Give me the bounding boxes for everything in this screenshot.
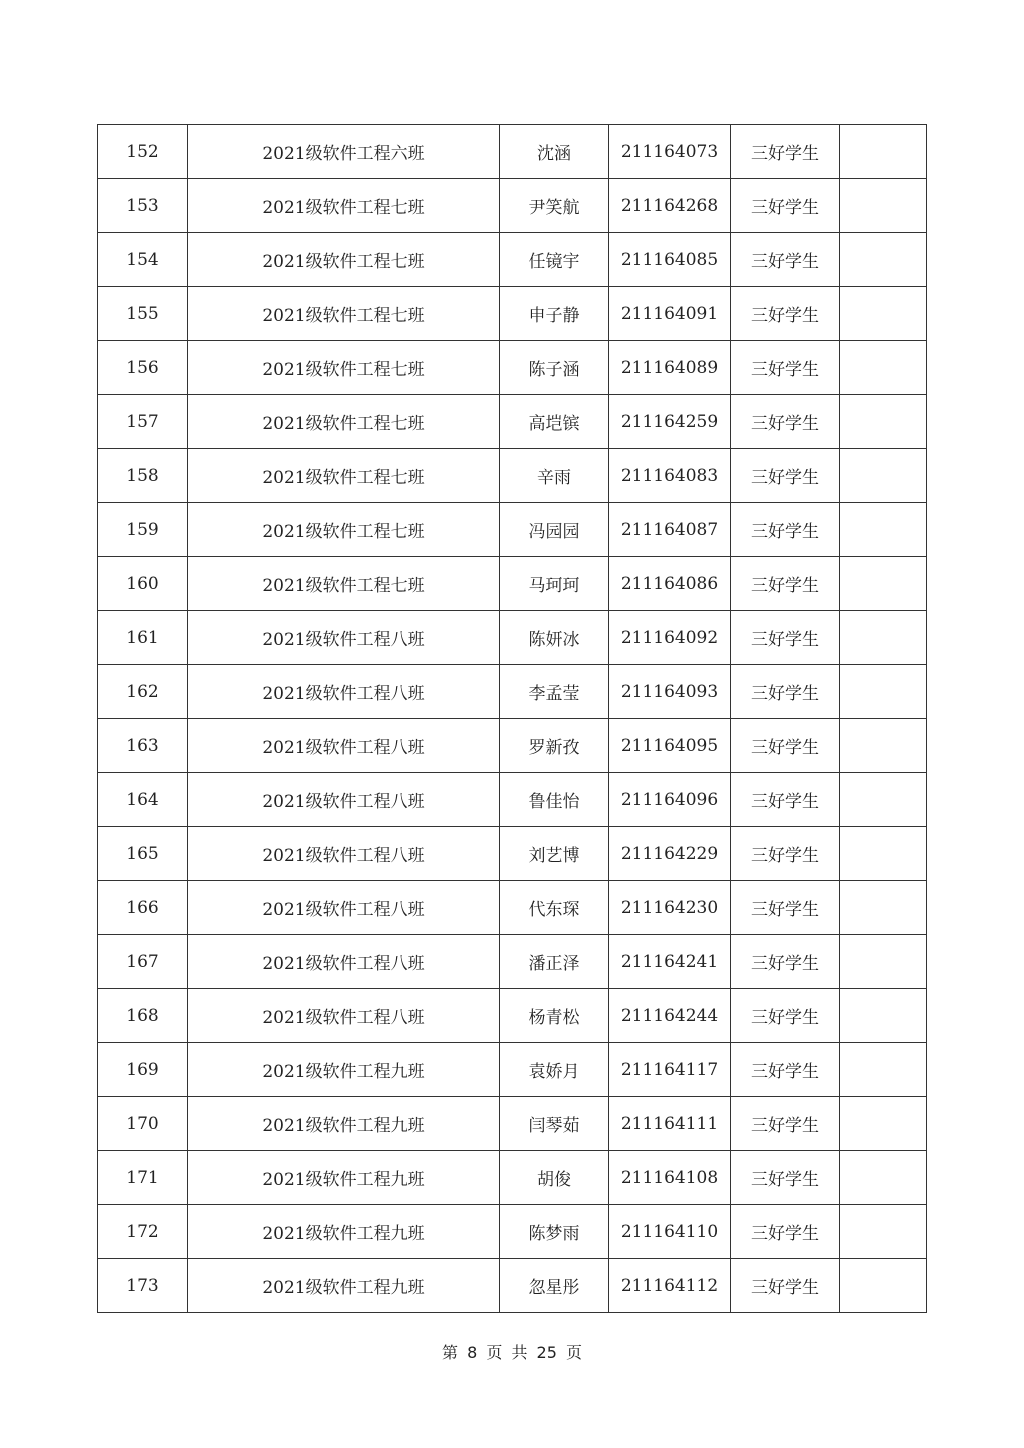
award-cell: 三好学生 bbox=[731, 611, 840, 665]
student-id-cell: 211164095 bbox=[609, 719, 731, 773]
award-cell: 三好学生 bbox=[731, 881, 840, 935]
award-cell: 三好学生 bbox=[731, 287, 840, 341]
class-cell: 2021级软件工程七班 bbox=[188, 233, 500, 287]
award-cell: 三好学生 bbox=[731, 827, 840, 881]
table-row bbox=[98, 125, 927, 179]
award-cell: 三好学生 bbox=[731, 1043, 840, 1097]
student-id-cell: 211164093 bbox=[609, 665, 731, 719]
note-cell bbox=[840, 449, 927, 503]
class-cell: 2021级软件工程八班 bbox=[188, 935, 500, 989]
class-cell: 2021级软件工程八班 bbox=[188, 989, 500, 1043]
student-name-cell: 申子静 bbox=[500, 287, 609, 341]
student-id-cell: 211164086 bbox=[609, 557, 731, 611]
class-cell: 2021级软件工程九班 bbox=[188, 1205, 500, 1259]
student-id-cell: 211164110 bbox=[609, 1205, 731, 1259]
student-name-cell: 辛雨 bbox=[500, 449, 609, 503]
class-cell: 2021级软件工程九班 bbox=[188, 1043, 500, 1097]
student-name-cell: 代东琛 bbox=[500, 881, 609, 935]
award-cell: 三好学生 bbox=[731, 557, 840, 611]
class-cell: 2021级软件工程八班 bbox=[188, 773, 500, 827]
student-name-cell: 潘正泽 bbox=[500, 935, 609, 989]
student-name-cell: 罗新孜 bbox=[500, 719, 609, 773]
table-row bbox=[98, 611, 927, 665]
student-id-cell: 211164112 bbox=[609, 1259, 731, 1313]
student-name-cell: 胡俊 bbox=[500, 1151, 609, 1205]
student-id-cell: 211164092 bbox=[609, 611, 731, 665]
row-number-cell: 167 bbox=[98, 935, 188, 989]
row-number-cell: 165 bbox=[98, 827, 188, 881]
student-id-cell: 211164241 bbox=[609, 935, 731, 989]
student-name-cell: 任镜宇 bbox=[500, 233, 609, 287]
student-name-cell: 冯园园 bbox=[500, 503, 609, 557]
note-cell bbox=[840, 1097, 927, 1151]
award-cell: 三好学生 bbox=[731, 773, 840, 827]
note-cell bbox=[840, 503, 927, 557]
student-name-cell: 陈子涵 bbox=[500, 341, 609, 395]
class-cell: 2021级软件工程八班 bbox=[188, 719, 500, 773]
note-cell bbox=[840, 179, 927, 233]
table-row bbox=[98, 395, 927, 449]
award-cell: 三好学生 bbox=[731, 665, 840, 719]
student-id-cell: 211164230 bbox=[609, 881, 731, 935]
award-cell: 三好学生 bbox=[731, 449, 840, 503]
student-name-cell: 忽星彤 bbox=[500, 1259, 609, 1313]
table-row bbox=[98, 1259, 927, 1313]
note-cell bbox=[840, 233, 927, 287]
student-name-cell: 鲁佳怡 bbox=[500, 773, 609, 827]
note-cell bbox=[840, 719, 927, 773]
student-id-cell: 211164259 bbox=[609, 395, 731, 449]
class-cell: 2021级软件工程八班 bbox=[188, 827, 500, 881]
class-cell: 2021级软件工程七班 bbox=[188, 557, 500, 611]
table-row bbox=[98, 665, 927, 719]
award-cell: 三好学生 bbox=[731, 233, 840, 287]
note-cell bbox=[840, 557, 927, 611]
student-id-cell: 211164083 bbox=[609, 449, 731, 503]
student-name-cell: 马珂珂 bbox=[500, 557, 609, 611]
student-name-cell: 尹笑航 bbox=[500, 179, 609, 233]
student-name-cell: 高垲镔 bbox=[500, 395, 609, 449]
student-name-cell: 陈妍冰 bbox=[500, 611, 609, 665]
note-cell bbox=[840, 935, 927, 989]
note-cell bbox=[840, 881, 927, 935]
student-id-cell: 211164089 bbox=[609, 341, 731, 395]
row-number-cell: 166 bbox=[98, 881, 188, 935]
row-number-cell: 153 bbox=[98, 179, 188, 233]
student-id-cell: 211164085 bbox=[609, 233, 731, 287]
class-cell: 2021级软件工程八班 bbox=[188, 881, 500, 935]
award-cell: 三好学生 bbox=[731, 503, 840, 557]
class-cell: 2021级软件工程七班 bbox=[188, 179, 500, 233]
table-row bbox=[98, 881, 927, 935]
student-name-cell: 闫琴茹 bbox=[500, 1097, 609, 1151]
table-row bbox=[98, 989, 927, 1043]
table-row bbox=[98, 935, 927, 989]
award-cell: 三好学生 bbox=[731, 395, 840, 449]
table-row bbox=[98, 1205, 927, 1259]
award-cell: 三好学生 bbox=[731, 935, 840, 989]
row-number-cell: 171 bbox=[98, 1151, 188, 1205]
table-row bbox=[98, 341, 927, 395]
note-cell bbox=[840, 611, 927, 665]
table-row bbox=[98, 179, 927, 233]
table-row bbox=[98, 287, 927, 341]
award-cell: 三好学生 bbox=[731, 1259, 840, 1313]
row-number-cell: 169 bbox=[98, 1043, 188, 1097]
note-cell bbox=[840, 1151, 927, 1205]
row-number-cell: 160 bbox=[98, 557, 188, 611]
table-row bbox=[98, 1151, 927, 1205]
row-number-cell: 156 bbox=[98, 341, 188, 395]
note-cell bbox=[840, 1259, 927, 1313]
student-id-cell: 211164244 bbox=[609, 989, 731, 1043]
award-cell: 三好学生 bbox=[731, 1151, 840, 1205]
note-cell bbox=[840, 989, 927, 1043]
class-cell: 2021级软件工程九班 bbox=[188, 1151, 500, 1205]
student-name-cell: 杨青松 bbox=[500, 989, 609, 1043]
student-id-cell: 211164117 bbox=[609, 1043, 731, 1097]
award-cell: 三好学生 bbox=[731, 341, 840, 395]
student-id-cell: 211164096 bbox=[609, 773, 731, 827]
row-number-cell: 173 bbox=[98, 1259, 188, 1313]
note-cell bbox=[840, 1205, 927, 1259]
class-cell: 2021级软件工程八班 bbox=[188, 665, 500, 719]
row-number-cell: 168 bbox=[98, 989, 188, 1043]
row-number-cell: 161 bbox=[98, 611, 188, 665]
table-row bbox=[98, 503, 927, 557]
student-name-cell: 李孟莹 bbox=[500, 665, 609, 719]
note-cell bbox=[840, 125, 927, 179]
row-number-cell: 162 bbox=[98, 665, 188, 719]
note-cell bbox=[840, 827, 927, 881]
award-list-body bbox=[98, 125, 927, 1313]
award-list-table bbox=[97, 124, 927, 1313]
class-cell: 2021级软件工程八班 bbox=[188, 611, 500, 665]
class-cell: 2021级软件工程七班 bbox=[188, 503, 500, 557]
note-cell bbox=[840, 287, 927, 341]
student-id-cell: 211164108 bbox=[609, 1151, 731, 1205]
award-cell: 三好学生 bbox=[731, 1205, 840, 1259]
table-row bbox=[98, 557, 927, 611]
student-id-cell: 211164091 bbox=[609, 287, 731, 341]
class-cell: 2021级软件工程九班 bbox=[188, 1259, 500, 1313]
student-id-cell: 211164268 bbox=[609, 179, 731, 233]
student-id-cell: 211164087 bbox=[609, 503, 731, 557]
award-cell: 三好学生 bbox=[731, 719, 840, 773]
table-row bbox=[98, 719, 927, 773]
note-cell bbox=[840, 773, 927, 827]
class-cell: 2021级软件工程七班 bbox=[188, 341, 500, 395]
table-row bbox=[98, 1097, 927, 1151]
student-name-cell: 袁娇月 bbox=[500, 1043, 609, 1097]
row-number-cell: 172 bbox=[98, 1205, 188, 1259]
row-number-cell: 155 bbox=[98, 287, 188, 341]
award-cell: 三好学生 bbox=[731, 179, 840, 233]
note-cell bbox=[840, 1043, 927, 1097]
student-name-cell: 沈涵 bbox=[500, 125, 609, 179]
row-number-cell: 157 bbox=[98, 395, 188, 449]
row-number-cell: 170 bbox=[98, 1097, 188, 1151]
student-name-cell: 陈梦雨 bbox=[500, 1205, 609, 1259]
class-cell: 2021级软件工程七班 bbox=[188, 449, 500, 503]
note-cell bbox=[840, 395, 927, 449]
table-row bbox=[98, 827, 927, 881]
row-number-cell: 164 bbox=[98, 773, 188, 827]
table-row bbox=[98, 449, 927, 503]
class-cell: 2021级软件工程七班 bbox=[188, 395, 500, 449]
student-id-cell: 211164229 bbox=[609, 827, 731, 881]
page-number-footer: 第 8 页 共 25 页 bbox=[442, 1343, 582, 1362]
student-id-cell: 211164073 bbox=[609, 125, 731, 179]
row-number-cell: 158 bbox=[98, 449, 188, 503]
table-row bbox=[98, 1043, 927, 1097]
row-number-cell: 152 bbox=[98, 125, 188, 179]
student-id-cell: 211164111 bbox=[609, 1097, 731, 1151]
award-cell: 三好学生 bbox=[731, 125, 840, 179]
note-cell bbox=[840, 341, 927, 395]
award-cell: 三好学生 bbox=[731, 989, 840, 1043]
class-cell: 2021级软件工程九班 bbox=[188, 1097, 500, 1151]
class-cell: 2021级软件工程七班 bbox=[188, 287, 500, 341]
table-row bbox=[98, 233, 927, 287]
note-cell bbox=[840, 665, 927, 719]
row-number-cell: 154 bbox=[98, 233, 188, 287]
table-row bbox=[98, 773, 927, 827]
award-cell: 三好学生 bbox=[731, 1097, 840, 1151]
class-cell: 2021级软件工程六班 bbox=[188, 125, 500, 179]
student-name-cell: 刘艺博 bbox=[500, 827, 609, 881]
row-number-cell: 163 bbox=[98, 719, 188, 773]
row-number-cell: 159 bbox=[98, 503, 188, 557]
